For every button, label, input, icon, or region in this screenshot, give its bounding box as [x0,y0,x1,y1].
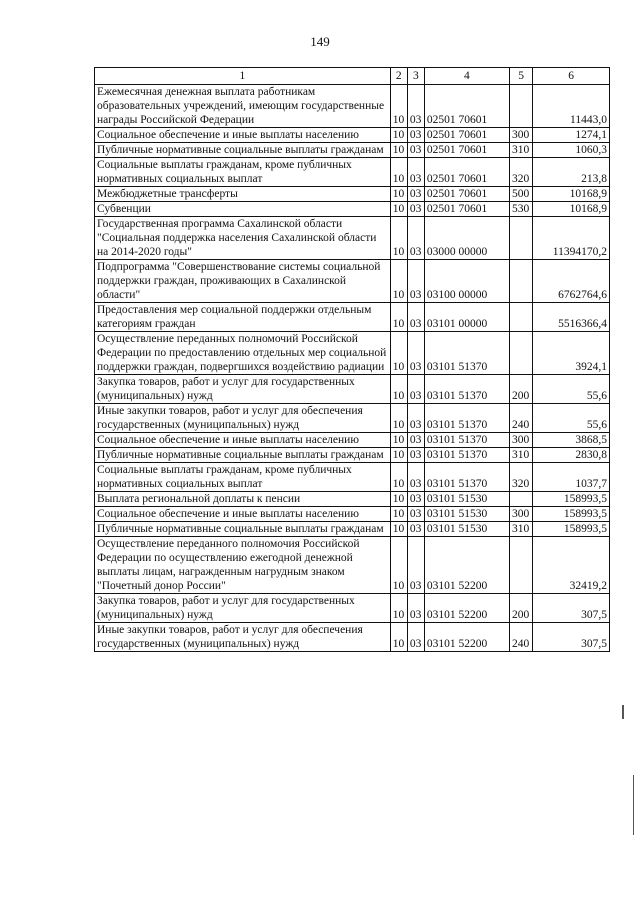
row-target-article-cell: 03101 51370 [424,332,509,375]
row-expense-type-cell: 310 [509,448,532,463]
row-section-cell: 10 [390,623,407,652]
row-expense-type-cell: 300 [509,433,532,448]
row-target-article-cell: 02501 70601 [424,158,509,187]
row-amount-cell: 55,6 [533,404,610,433]
row-section-cell: 10 [390,202,407,217]
row-name-cell: Социальное обеспечение и иные выплаты населению [95,433,391,448]
table-row [95,375,610,404]
scan-edge-mark [633,775,634,835]
table-row [95,492,610,507]
row-name-cell: Закупка товаров, работ и услуг для государственных (муниципальных) нужд [95,594,391,623]
row-name-cell: Закупка товаров, работ и услуг для государственных (муниципальных) нужд [95,375,391,404]
row-expense-type-cell [509,85,532,128]
row-target-article-cell: 03101 51370 [424,404,509,433]
row-amount-cell: 3868,5 [533,433,610,448]
row-expense-type-cell: 320 [509,158,532,187]
header-cell-amount: 6 [533,68,610,85]
row-subsection-cell: 03 [407,128,424,143]
header-cell-name: 1 [95,68,391,85]
table-row [95,128,610,143]
row-target-article-cell: 02501 70601 [424,128,509,143]
row-target-article-cell: 03101 51530 [424,492,509,507]
row-amount-cell: 158993,5 [533,507,610,522]
row-target-article-cell: 03101 51530 [424,507,509,522]
row-section-cell: 10 [390,85,407,128]
budget-table [94,67,610,652]
row-subsection-cell: 03 [407,332,424,375]
row-amount-cell: 11394170,2 [533,217,610,260]
row-amount-cell: 307,5 [533,594,610,623]
row-expense-type-cell [509,492,532,507]
row-section-cell: 10 [390,375,407,404]
row-target-article-cell: 02501 70601 [424,187,509,202]
row-name-cell: Иные закупки товаров, работ и услуг для обеспечения государственных (муниципальных) нужд [95,623,391,652]
header-cell-target-article: 4 [424,68,509,85]
row-section-cell: 10 [390,303,407,332]
row-name-cell: Государственная программа Сахалинской области "Социальная поддержка населения Сахалинской области на 2014-2020 годы" [95,217,391,260]
row-expense-type-cell: 200 [509,375,532,404]
row-amount-cell: 307,5 [533,623,610,652]
row-amount-cell: 158993,5 [533,522,610,537]
row-section-cell: 10 [390,522,407,537]
row-target-article-cell: 03101 52200 [424,623,509,652]
row-section-cell: 10 [390,143,407,158]
row-subsection-cell: 03 [407,623,424,652]
row-subsection-cell: 03 [407,202,424,217]
table-row [95,623,610,652]
row-subsection-cell: 03 [407,433,424,448]
row-expense-type-cell: 310 [509,143,532,158]
table-row [95,522,610,537]
row-subsection-cell: 03 [407,537,424,594]
row-section-cell: 10 [390,404,407,433]
row-name-cell: Ежемесячная денежная выплата работникам образовательных учреждений, имеющим государственные награды Российской Федерации [95,85,391,128]
row-expense-type-cell [509,332,532,375]
header-cell-expense-type: 5 [509,68,532,85]
row-amount-cell: 1274,1 [533,128,610,143]
table-row [95,143,610,158]
table-row [95,303,610,332]
table-row [95,85,610,128]
table-row [95,594,610,623]
row-section-cell: 10 [390,507,407,522]
row-subsection-cell: 03 [407,217,424,260]
page-number: 149 [310,34,330,49]
row-name-cell: Социальные выплаты гражданам, кроме публичных нормативных социальных выплат [95,463,391,492]
row-name-cell: Субвенции [95,202,391,217]
row-amount-cell: 55,6 [533,375,610,404]
row-subsection-cell: 03 [407,594,424,623]
row-target-article-cell: 03101 51530 [424,522,509,537]
table-row [95,202,610,217]
row-subsection-cell: 03 [407,260,424,303]
row-name-cell: Подпрограмма "Совершенствование системы социальной поддержки граждан, проживающих в Сахалинской области" [95,260,391,303]
row-subsection-cell: 03 [407,448,424,463]
table-row [95,217,610,260]
row-expense-type-cell: 300 [509,507,532,522]
row-name-cell: Осуществление переданного полномочия Российской Федерации по осуществлению ежегодной денежной выплаты лицам, награжденным нагрудным знаком "Почетный донор России" [95,537,391,594]
table-row [95,158,610,187]
table-row [95,187,610,202]
row-expense-type-cell [509,303,532,332]
row-expense-type-cell: 240 [509,623,532,652]
row-subsection-cell: 03 [407,85,424,128]
row-expense-type-cell: 310 [509,522,532,537]
row-subsection-cell: 03 [407,187,424,202]
table-row [95,404,610,433]
row-amount-cell: 10168,9 [533,187,610,202]
row-subsection-cell: 03 [407,522,424,537]
row-name-cell: Социальное обеспечение и иные выплаты населению [95,128,391,143]
table-row [95,332,610,375]
header-row [95,68,610,85]
row-section-cell: 10 [390,537,407,594]
table-row [95,463,610,492]
row-subsection-cell: 03 [407,404,424,433]
row-section-cell: 10 [390,260,407,303]
row-subsection-cell: 03 [407,492,424,507]
row-section-cell: 10 [390,187,407,202]
row-amount-cell: 213,8 [533,158,610,187]
row-target-article-cell: 03101 51370 [424,448,509,463]
row-name-cell: Иные закупки товаров, работ и услуг для обеспечения государственных (муниципальных) нужд [95,404,391,433]
row-target-article-cell: 03100 00000 [424,260,509,303]
row-section-cell: 10 [390,492,407,507]
row-target-article-cell: 03101 52200 [424,537,509,594]
row-section-cell: 10 [390,594,407,623]
row-section-cell: 10 [390,448,407,463]
row-name-cell: Публичные нормативные социальные выплаты гражданам [95,522,391,537]
row-target-article-cell: 03000 00000 [424,217,509,260]
row-name-cell: Выплата региональной доплаты к пенсии [95,492,391,507]
row-subsection-cell: 03 [407,463,424,492]
table-row [95,448,610,463]
row-section-cell: 10 [390,433,407,448]
row-expense-type-cell: 300 [509,128,532,143]
row-expense-type-cell: 240 [509,404,532,433]
row-name-cell: Предоставления мер социальной поддержки отдельным категориям граждан [95,303,391,332]
row-expense-type-cell: 200 [509,594,532,623]
row-target-article-cell: 02501 70601 [424,143,509,158]
row-amount-cell: 10168,9 [533,202,610,217]
table-row [95,433,610,448]
row-target-article-cell: 03101 52200 [424,594,509,623]
row-amount-cell: 6762764,6 [533,260,610,303]
row-target-article-cell: 03101 51370 [424,375,509,404]
row-target-article-cell: 02501 70601 [424,85,509,128]
row-section-cell: 10 [390,217,407,260]
row-amount-cell: 1037,7 [533,463,610,492]
row-name-cell: Осуществление переданных полномочий Российской Федерации по предоставлению отдельных мер социальной поддержки граждан, подвергшихся воздействию радиации [95,332,391,375]
table-row [95,507,610,522]
row-target-article-cell: 03101 51370 [424,433,509,448]
row-amount-cell: 5516366,4 [533,303,610,332]
row-amount-cell: 2830,8 [533,448,610,463]
table-row [95,537,610,594]
row-section-cell: 10 [390,128,407,143]
table-row [95,260,610,303]
row-name-cell: Социальное обеспечение и иные выплаты населению [95,507,391,522]
row-section-cell: 10 [390,332,407,375]
row-amount-cell: 32419,2 [533,537,610,594]
row-expense-type-cell [509,537,532,594]
row-target-article-cell: 03101 51370 [424,463,509,492]
scan-edge-mark [622,705,624,719]
row-subsection-cell: 03 [407,158,424,187]
row-amount-cell: 158993,5 [533,492,610,507]
row-target-article-cell: 02501 70601 [424,202,509,217]
row-expense-type-cell [509,260,532,303]
row-name-cell: Социальные выплаты гражданам, кроме публичных нормативных социальных выплат [95,158,391,187]
row-expense-type-cell: 500 [509,187,532,202]
header-cell-section: 2 [390,68,407,85]
header-cell-subsection: 3 [407,68,424,85]
row-amount-cell: 3924,1 [533,332,610,375]
row-section-cell: 10 [390,158,407,187]
row-name-cell: Межбюджетные трансферты [95,187,391,202]
row-subsection-cell: 03 [407,507,424,522]
row-target-article-cell: 03101 00000 [424,303,509,332]
row-expense-type-cell [509,217,532,260]
row-name-cell: Публичные нормативные социальные выплаты гражданам [95,143,391,158]
row-name-cell: Публичные нормативные социальные выплаты гражданам [95,448,391,463]
row-subsection-cell: 03 [407,303,424,332]
row-subsection-cell: 03 [407,143,424,158]
row-expense-type-cell: 320 [509,463,532,492]
row-amount-cell: 11443,0 [533,85,610,128]
row-expense-type-cell: 530 [509,202,532,217]
row-amount-cell: 1060,3 [533,143,610,158]
row-subsection-cell: 03 [407,375,424,404]
row-section-cell: 10 [390,463,407,492]
